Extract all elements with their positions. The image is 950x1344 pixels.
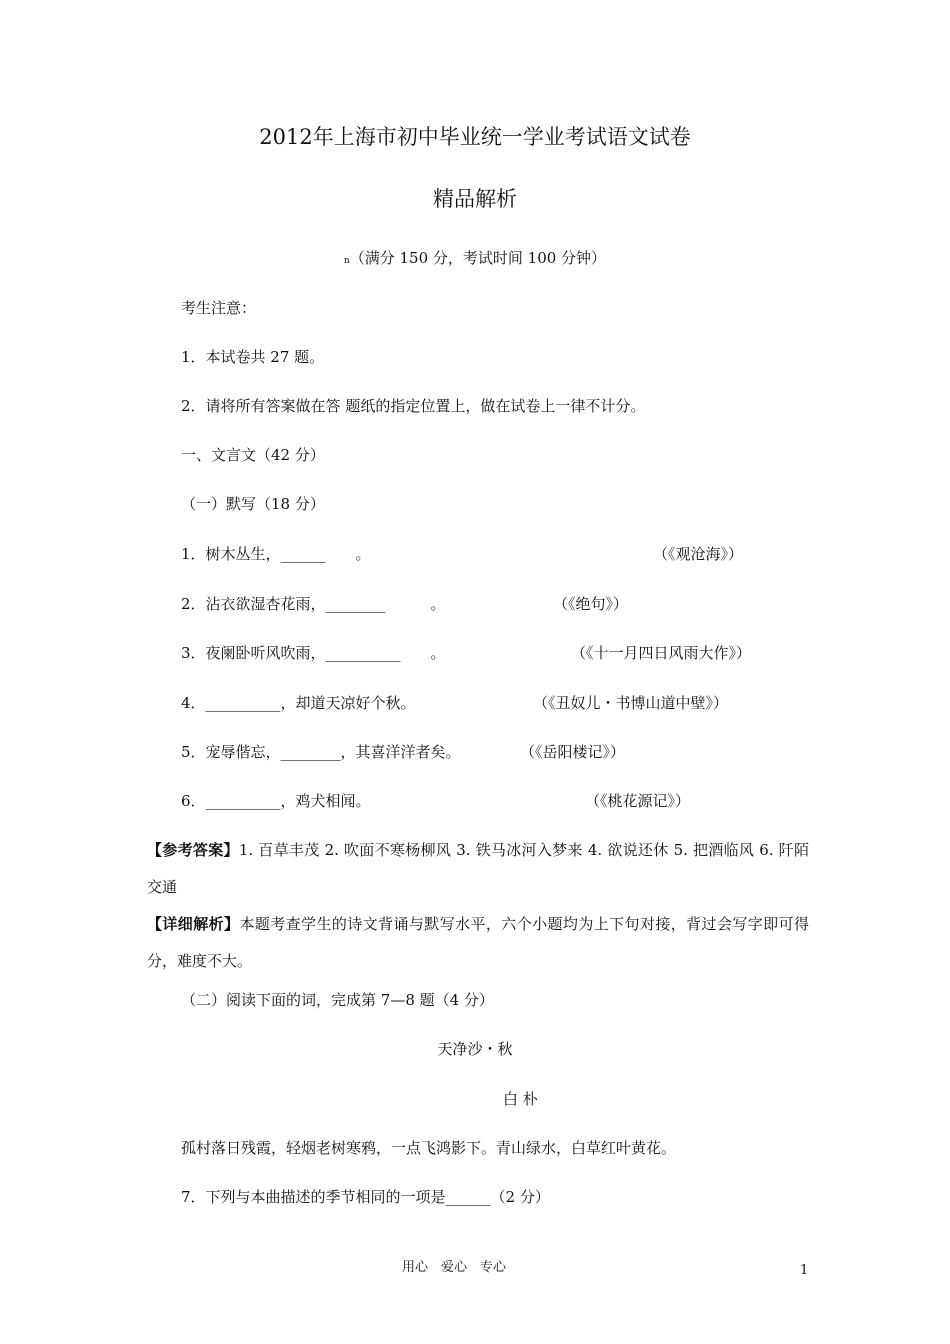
answer-label: 【参考答案】: [147, 841, 239, 859]
question-3: 3．夜阑卧听风吹雨，__________ 。: [181, 644, 446, 662]
detailed-analysis: [147, 906, 809, 980]
reference-answer: [147, 832, 809, 906]
question-3-source: （《十一月四日风雨大作》）: [571, 644, 752, 662]
part2-heading: （二）阅读下面的词，完成第 7—8 题（4 分）: [181, 991, 494, 1009]
meta-prefix: n: [343, 256, 350, 266]
poem-author: 白 朴: [503, 1090, 538, 1108]
page-subtitle: 精品解析: [433, 187, 517, 211]
notice-heading: 考生注意：: [181, 299, 257, 317]
analysis-label: 【详细解析】: [147, 915, 240, 933]
question-2: 2．沾衣欲湿杏花雨，________ 。: [181, 595, 446, 613]
poem-text: 孤村落日残霞，轻烟老树寒鸦，一点飞鸿影下。青山绿水，白草红叶黄花。: [181, 1139, 677, 1157]
notice-item-2: 2．请将所有答案做在答 题纸的指定位置上，做在试卷上一律不计分。: [181, 397, 646, 415]
question-1: 1．树木丛生，______ 。: [181, 545, 371, 563]
analysis-text: 本题考查学生的诗文背诵与默写水平，六个小题均为上下句对接，背过会写字即可得分，难度不大。: [147, 915, 809, 970]
question-7: 7．下列与本曲描述的季节相同的一项是______（2 分）: [181, 1188, 550, 1206]
question-2-source: （《绝句》）: [553, 595, 629, 613]
question-6: 6．__________，鸡犬相闻。: [181, 792, 371, 810]
question-4-source: （《丑奴儿・书博山道中壁》）: [533, 694, 729, 712]
part1-heading: （一）默写（18 分）: [181, 495, 325, 513]
page-title: 2012年上海市初中毕业统一学业考试语文试卷: [259, 125, 691, 149]
exam-meta: [0, 248, 950, 271]
answer-text: 1. 百草丰茂 2. 吹面不寒杨柳风 3. 铁马冰河入梦来 4. 欲说还休 5. 把酒临风 6. 阡陌交通: [147, 841, 809, 896]
poem-title: 天净沙・秋: [437, 1040, 513, 1058]
question-4: 4．__________，却道天凉好个秋。: [181, 694, 416, 712]
footer-motto: 用心 爱心 专心: [402, 1260, 507, 1275]
question-6-source: （《桃花源记》）: [585, 792, 691, 810]
question-1-source: （《观沧海》）: [653, 545, 744, 563]
notice-item-1: 1．本试卷共 27 题。: [181, 348, 325, 366]
page-number: 1: [800, 1263, 809, 1278]
question-5-source: （《岳阳楼记》）: [520, 743, 626, 761]
section-heading: 一、文言文（42 分）: [181, 446, 325, 464]
question-5: 5．宠辱偕忘，________，其喜洋洋者矣。: [181, 743, 461, 761]
meta-text: （满分 150 分，考试时间 100 分钟）: [349, 249, 607, 267]
